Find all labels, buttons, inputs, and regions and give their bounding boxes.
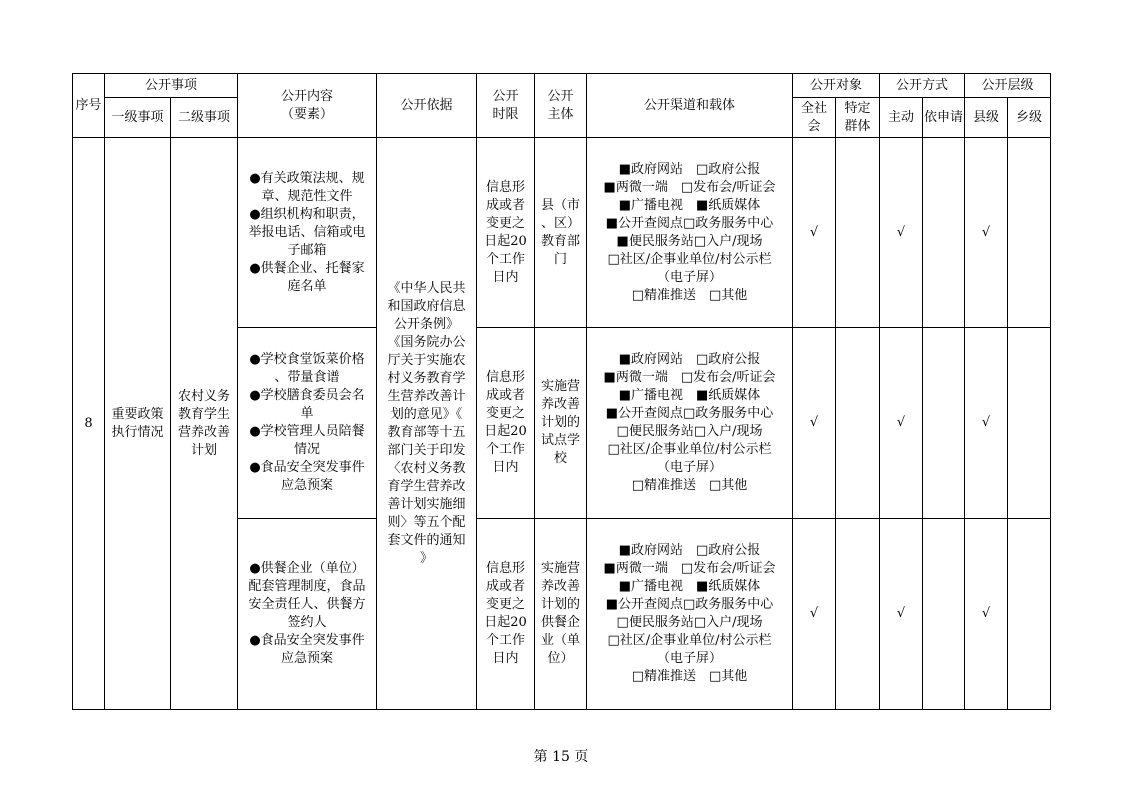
header-level2: 二级事项 xyxy=(171,98,238,138)
row-method-request xyxy=(923,328,965,519)
row-method-request xyxy=(923,519,965,710)
row-target-specific xyxy=(836,328,880,519)
header-seq: 序号 xyxy=(73,74,105,138)
row-target-all: √ xyxy=(793,138,836,328)
header-level1: 一级事项 xyxy=(105,98,171,138)
header-method-group: 公开方式 xyxy=(880,74,965,98)
row-method-active: √ xyxy=(880,138,923,328)
row-content: ●学校食堂饭菜价格 、带量食谱 ●学校膳食委员会名 单 ●学校管理人员陪餐 情况 ●食品安全突发事件 应急预案 xyxy=(238,328,377,519)
entry-level1: 重要政策 执行情况 xyxy=(105,138,171,710)
header-level-county: 县级 xyxy=(965,98,1008,138)
row-channels: ■政府网站 □政府公报 ■两微一端 □发布会/听证会 ■广播电视 ■纸质媒体 ■公开查阅点□政务服务中心 □便民服务站□入户/现场 □社区/企事业单位/村公示栏 （电子屏） □精准推送 □其他 xyxy=(587,519,793,710)
row-time-limit: 信息形 成或者 变更之 日起20 个工作 日内 xyxy=(477,328,535,519)
row-target-specific xyxy=(836,519,880,710)
disclosure-table xyxy=(72,73,1051,710)
header-content: 公开内容 （要素） xyxy=(238,74,377,138)
row-level-township xyxy=(1008,519,1051,710)
row-level-township xyxy=(1008,328,1051,519)
header-target-specific: 特定 群体 xyxy=(836,98,880,138)
row-target-specific xyxy=(836,138,880,328)
table-row xyxy=(73,138,1051,328)
header-subject: 公开 主体 xyxy=(535,74,587,138)
row-channels: ■政府网站 □政府公报 ■两微一端 □发布会/听证会 ■广播电视 ■纸质媒体 ■公开查阅点□政务服务中心 ■便民服务站□入户/现场 □社区/企事业单位/村公示栏 （电子屏） □精准推送 □其他 xyxy=(587,138,793,328)
row-target-all: √ xyxy=(793,519,836,710)
entry-seq: 8 xyxy=(73,138,105,710)
row-level-township xyxy=(1008,138,1051,328)
row-subject: 县（市 、区） 教育部 门 xyxy=(535,138,587,328)
header-method-request: 依申请 xyxy=(923,98,965,138)
row-target-all: √ xyxy=(793,328,836,519)
header-time-limit: 公开 时限 xyxy=(477,74,535,138)
page-number: 第 15 页 xyxy=(533,749,589,765)
header-items-group: 公开事项 xyxy=(105,74,238,98)
header-method-active: 主动 xyxy=(880,98,923,138)
header-target-all: 全社 会 xyxy=(793,98,836,138)
header-level-group: 公开层级 xyxy=(965,74,1051,98)
header-basis: 公开依据 xyxy=(377,74,477,138)
row-method-active: √ xyxy=(880,328,923,519)
row-channels: ■政府网站 □政府公报 ■两微一端 □发布会/听证会 ■广播电视 ■纸质媒体 ■公开查阅点□政务服务中心 □便民服务站□入户/现场 □社区/企事业单位/村公示栏 （电子屏） □精准推送 □其他 xyxy=(587,328,793,519)
entry-basis: 《中华人民共 和国政府信息 公开条例》 《国务院办公 厅关于实施农 村义务教育学 生营养改善计 划的意见》《 教育部等十五 部门关于印发 〈农村义务教 育学生营养改 善计划实施细 则〉等五个配 套文件的通知 》 xyxy=(377,138,477,710)
row-level-county: √ xyxy=(965,519,1008,710)
entry-level2: 农村义务 教育学生 营养改善 计划 xyxy=(171,138,238,710)
row-subject: 实施营 养改善 计划的 试点学 校 xyxy=(535,328,587,519)
row-time-limit: 信息形 成或者 变更之 日起20 个工作 日内 xyxy=(477,138,535,328)
row-subject: 实施营 养改善 计划的 供餐企 业（单 位） xyxy=(535,519,587,710)
row-content: ●供餐企业（单位） 配套管理制度，食品 安全责任人、供餐方 签约人 ●食品安全突发事件 应急预案 xyxy=(238,519,377,710)
header-channels: 公开渠道和载体 xyxy=(587,74,793,138)
row-content: ●有关政策法规、规 章、规范性文件 ●组织机构和职责， 举报电话、信箱或电 子邮箱 ●供餐企业、托餐家 庭名单 xyxy=(238,138,377,328)
header-level-township: 乡级 xyxy=(1008,98,1051,138)
row-method-request xyxy=(923,138,965,328)
row-method-active: √ xyxy=(880,519,923,710)
row-level-county: √ xyxy=(965,138,1008,328)
header-target-group: 公开对象 xyxy=(793,74,880,98)
row-level-county: √ xyxy=(965,328,1008,519)
row-time-limit: 信息形 成或者 变更之 日起20 个工作 日内 xyxy=(477,519,535,710)
